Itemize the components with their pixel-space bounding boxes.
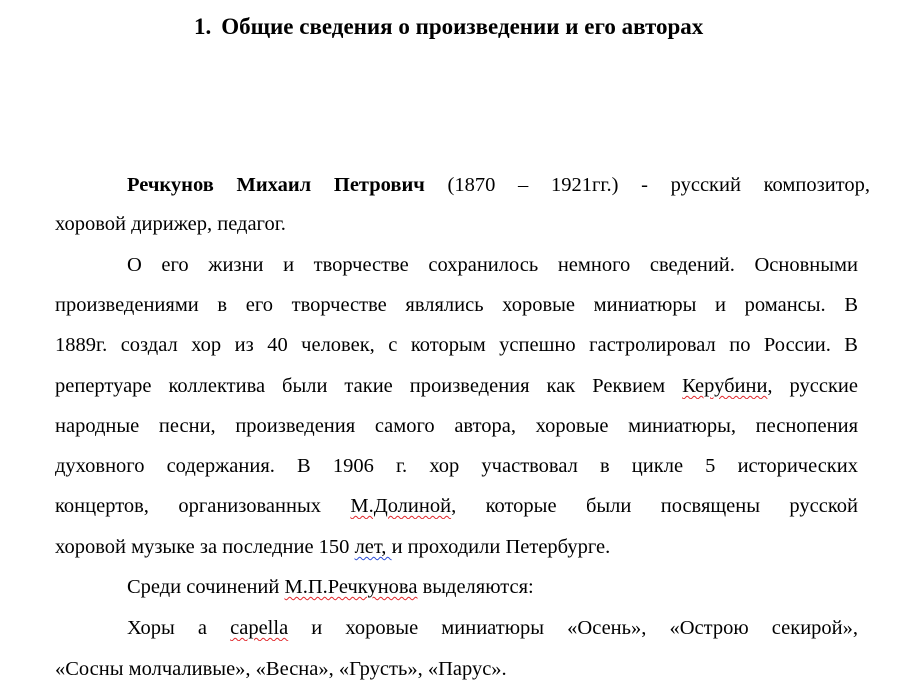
paragraph-1-line-2: хоровой дирижер, педагог. [55,213,286,235]
paragraph-4-line-2: «Сосны молчаливые», «Весна», «Грусть», «Парус». [55,658,507,680]
text-run: выделяются: [417,576,534,598]
spellcheck-word: Керубини [682,375,768,397]
paragraph-2-line-6: духовного содержания. В 1906 г. хор участвовал в цикле 5 исторических [55,455,858,477]
paragraph-2-line-3: 1889г. создал хор из 40 человек, с которым успешно гастролировал по России. В [55,334,858,356]
spellcheck-word: М.П.Речкунова [284,576,418,598]
heading-title: Общие сведения о произведении и его авторах [221,14,704,39]
composer-years: (1870 – 1921гг.) [447,174,619,196]
text-run: , русские [767,375,858,397]
paragraph-2-line-7 [55,493,858,519]
paragraph-4-line-1 [127,615,858,641]
paragraph-2-line-1: О его жизни и творчестве сохранилось немного сведений. Основными [127,254,858,276]
text-run: хоровой музыке за последние 150 [55,536,355,558]
text-run: и проходили Петербурге. [391,536,611,558]
section-heading [194,12,703,42]
spellcheck-word: capella [230,617,289,639]
text-run: и хоровые миниатюры «Осень», «Острою секирой», [288,617,858,639]
text-run: Среди сочинений [127,576,285,598]
paragraph-3-line-1 [127,574,534,600]
grammar-check-word: лет, [354,536,392,558]
spellcheck-word: М.Долиной [350,495,452,517]
heading-number: 1. [194,14,212,39]
paragraph-2-line-2: произведениями в его творчестве являлись хоровые миниатюры и романсы. В [55,294,858,316]
composer-role: - русский композитор, [641,174,870,196]
paragraph-2-line-8 [55,534,610,560]
text-run: Хоры а [127,617,231,639]
text-run: репертуаре коллектива были такие произведения как Реквием [55,375,683,397]
text-run: концертов, организованных [55,495,351,517]
paragraph-2-line-5: народные песни, произведения самого автора, хоровые миниатюры, песнопения [55,415,858,437]
paragraph-1-line-1 [127,172,870,198]
composer-name: Речкунов Михаил Петрович [127,174,425,196]
paragraph-2-line-4 [55,373,858,399]
text-run: , которые были посвящены русской [451,495,858,517]
